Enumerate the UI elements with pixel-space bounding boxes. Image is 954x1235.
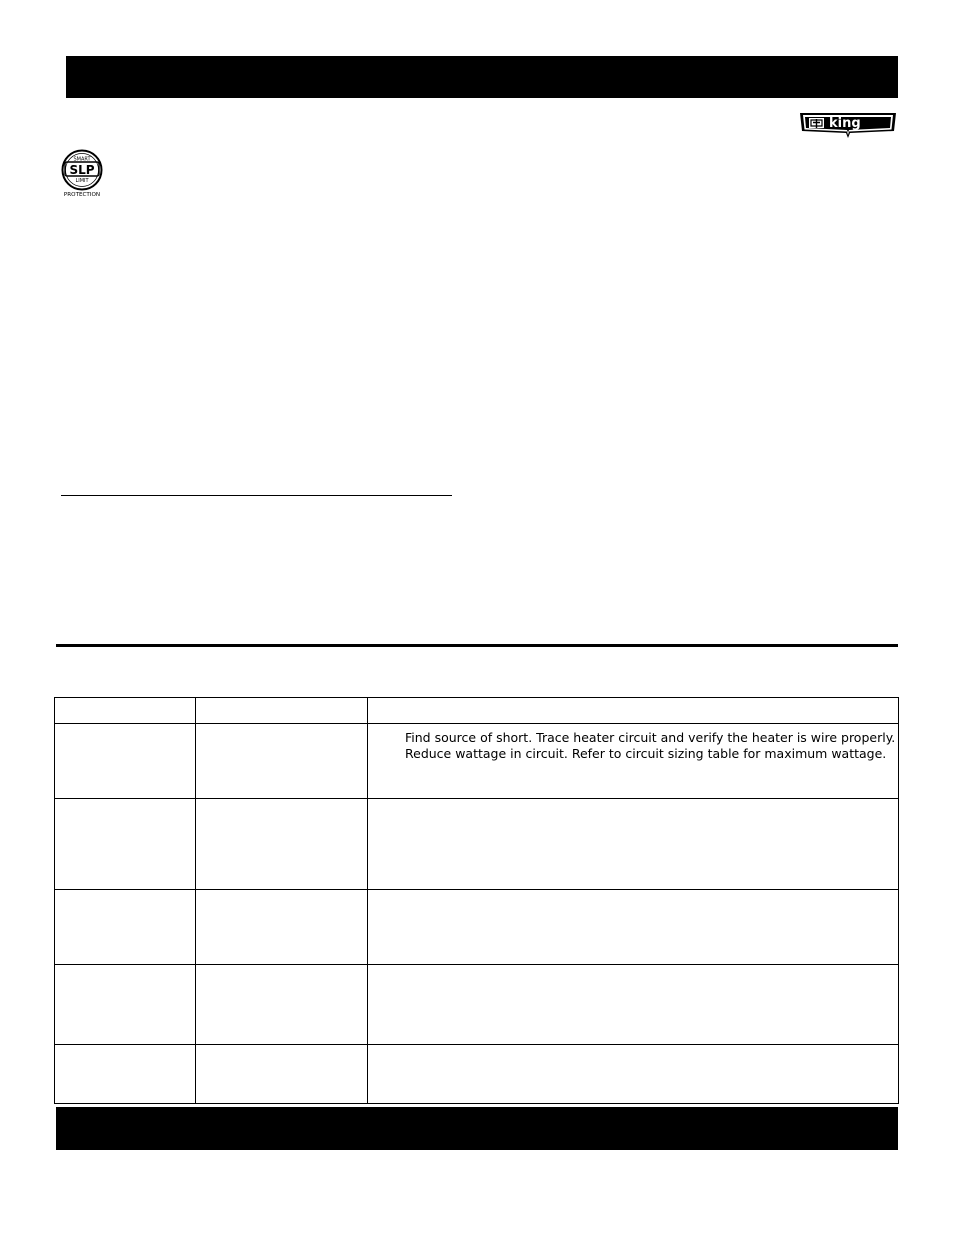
- header-cell-solution: [368, 698, 899, 724]
- table-row: [55, 965, 899, 1045]
- table-row: [55, 1045, 899, 1104]
- troubleshooting-table: [54, 697, 899, 1104]
- solution-cell: [368, 965, 899, 1045]
- header-cell-cause: [196, 698, 368, 724]
- cause-cell: [196, 1045, 368, 1104]
- cause-cell: [196, 799, 368, 890]
- svg-text:king: king: [829, 116, 861, 131]
- footer-bar: [56, 1107, 898, 1150]
- problem-cell: [55, 890, 196, 965]
- table-row: [55, 890, 899, 965]
- problem-cell: [55, 1045, 196, 1104]
- table-row: [55, 724, 899, 799]
- svg-text:PROTECTION: PROTECTION: [63, 192, 101, 198]
- problem-cell: [55, 799, 196, 890]
- solution-line: Find source of short. Trace heater circuit and verify the heater is wire properly.: [405, 730, 896, 745]
- smart-limit-protection-badge: [54, 146, 110, 200]
- solution-cell: [368, 724, 899, 799]
- svg-text:SLP: SLP: [69, 163, 95, 177]
- solution-line: Reduce wattage in circuit. Refer to circuit sizing table for maximum wattage.: [405, 746, 887, 761]
- cause-cell: [196, 724, 368, 799]
- problem-cell: [55, 965, 196, 1045]
- king-brand-logo: [798, 111, 898, 139]
- solution-cell: [368, 890, 899, 965]
- solution-cell: [368, 1045, 899, 1104]
- header-cell-problem: [55, 698, 196, 724]
- header-bar: [66, 56, 898, 98]
- section-divider: [56, 644, 898, 647]
- svg-text:LIMIT: LIMIT: [75, 178, 89, 184]
- cause-cell: [196, 890, 368, 965]
- table-row: [55, 799, 899, 890]
- table-header-row: [55, 698, 899, 724]
- divider-line: [61, 495, 452, 496]
- solution-cell: [368, 799, 899, 890]
- svg-text:SMART: SMART: [73, 156, 91, 163]
- cause-cell: [196, 965, 368, 1045]
- problem-cell: [55, 724, 196, 799]
